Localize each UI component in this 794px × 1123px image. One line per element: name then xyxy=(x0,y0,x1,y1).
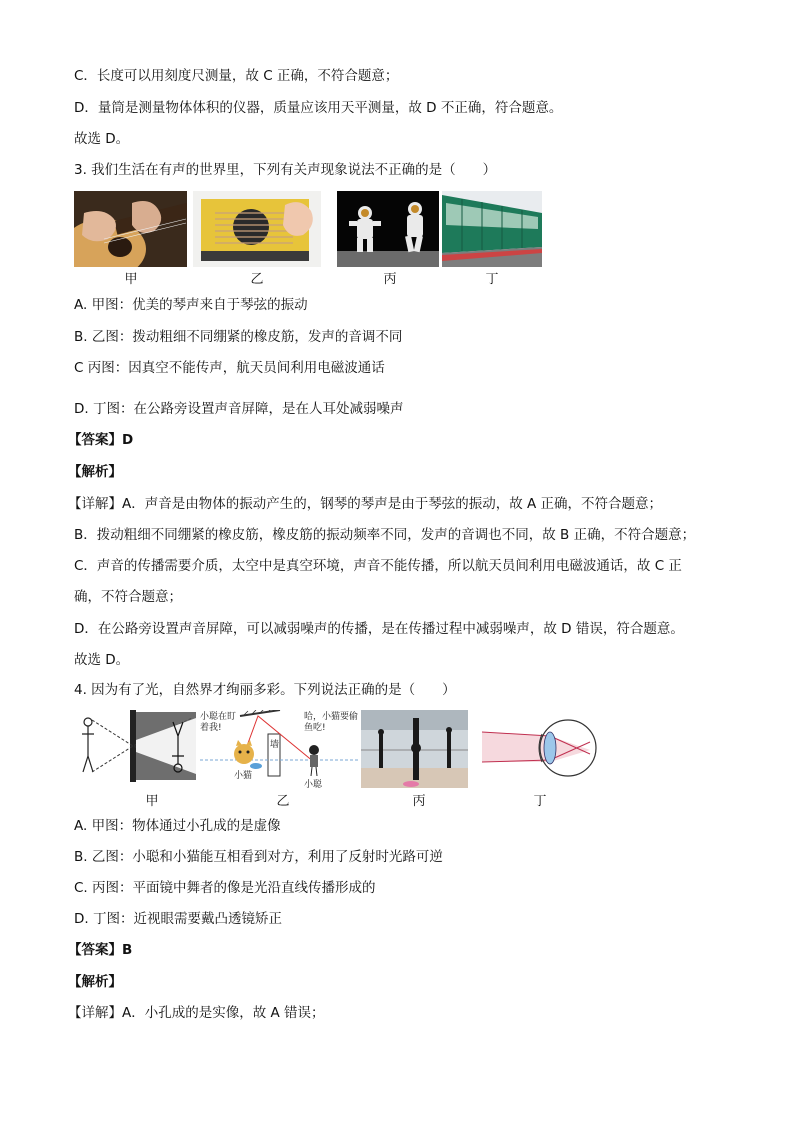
q4-fig-wall-label: 墙 xyxy=(270,740,280,750)
q3-detail-6: 故选 D。 xyxy=(74,652,130,668)
prev-choose: 故选 D。 xyxy=(74,131,130,147)
q3-caption-yi: 乙 xyxy=(250,272,264,287)
q3-caption-jia: 甲 xyxy=(124,272,138,287)
q4-fig-boy-speech: 哈，小猫要偷鱼吃! xyxy=(304,712,358,733)
q4-caption-yi: 乙 xyxy=(276,794,290,809)
q3-detail-3: C．声音的传播需要介质，太空中是真空环境，声音不能传播，所以航天员间利用电磁波通话，故 C 正 xyxy=(74,558,682,574)
q4-fig-mirror-cat-boy xyxy=(200,710,358,790)
q4-fig-cat-speech: 小聪在盯着我! xyxy=(200,712,237,733)
q3-detail-1: 【详解】A．声音是由物体的振动产生的，钢琴的琴声是由于琴弦的振动，故 A 正确，不符合题意； xyxy=(68,496,663,512)
q3-fig-guitar xyxy=(74,191,187,267)
q4-option-c: C. 丙图：平面镜中舞者的像是光沿直线传播形成的 xyxy=(74,880,376,896)
q4-option-b: B. 乙图：小聪和小猫能互相看到对方，利用了反射时光路可逆 xyxy=(74,849,443,865)
q4-figures xyxy=(74,710,614,810)
q4-answer: 【答案】B xyxy=(68,942,133,958)
q3-fig-rubber-band-box xyxy=(193,191,321,267)
q3-detail-4: 确，不符合题意； xyxy=(74,589,182,605)
q3-option-a: A. 甲图：优美的琴声来自于琴弦的振动 xyxy=(74,297,308,313)
q4-option-a: A. 甲图：物体通过小孔成的是虚像 xyxy=(74,818,281,834)
q3-caption-bing: 丙 xyxy=(383,272,397,287)
q4-stem: 4. 因为有了光，自然界才绚丽多彩。下列说法正确的是（ ） xyxy=(74,682,456,698)
q4-fig-dancer-mirror xyxy=(361,710,468,788)
q3-stem: 3. 我们生活在有声的世界里，下列有关声现象说法不正确的是（ ） xyxy=(74,162,497,178)
q3-option-d: D. 丁图：在公路旁设置声音屏障，是在人耳处减弱噪声 xyxy=(74,401,404,417)
q3-caption-ding: 丁 xyxy=(485,272,499,287)
q4-fig-cat-label: 小猫 xyxy=(234,771,253,781)
q3-detail-5: D．在公路旁设置声音屏障，可以减弱噪声的传播，是在传播过程中减弱噪声，故 D 错误，符合题意。 xyxy=(74,621,684,637)
prev-option-d-explain: D．量筒是测量物体体积的仪器，质量应该用天平测量，故 D 不正确，符合题意。 xyxy=(74,100,563,116)
q4-caption-bing: 丙 xyxy=(412,794,426,809)
q4-caption-jia: 甲 xyxy=(145,794,159,809)
q4-option-d: D. 丁图：近视眼需要戴凸透镜矫正 xyxy=(74,911,282,927)
q3-figures xyxy=(74,191,544,287)
q4-caption-ding: 丁 xyxy=(533,794,547,809)
prev-option-c-explain: C．长度可以用刻度尺测量，故 C 正确，不符合题意； xyxy=(74,68,399,84)
q3-fig-noise-barrier xyxy=(442,191,542,267)
q3-option-b: B. 乙图：拨动粗细不同绷紧的橡皮筋，发声的音调不同 xyxy=(74,329,403,345)
q3-answer: 【答案】D xyxy=(68,432,134,448)
q4-fig-pinhole-camera xyxy=(74,710,199,782)
q4-fig-eye-diagram xyxy=(476,710,606,782)
q4-detail-1: 【详解】A．小孔成的是实像，故 A 错误； xyxy=(68,1005,325,1021)
q3-analysis-label: 【解析】 xyxy=(68,464,122,480)
q3-option-c: C 丙图：因真空不能传声，航天员间利用电磁波通话 xyxy=(74,360,385,376)
q4-fig-boy-label: 小聪 xyxy=(304,780,323,790)
q3-fig-astronauts xyxy=(337,191,439,267)
q3-detail-2: B．拨动粗细不同绷紧的橡皮筋，橡皮筋的振动频率不同，发声的音调也不同，故 B 正确，不符合题意； xyxy=(74,527,696,543)
q4-analysis-label: 【解析】 xyxy=(68,974,122,990)
